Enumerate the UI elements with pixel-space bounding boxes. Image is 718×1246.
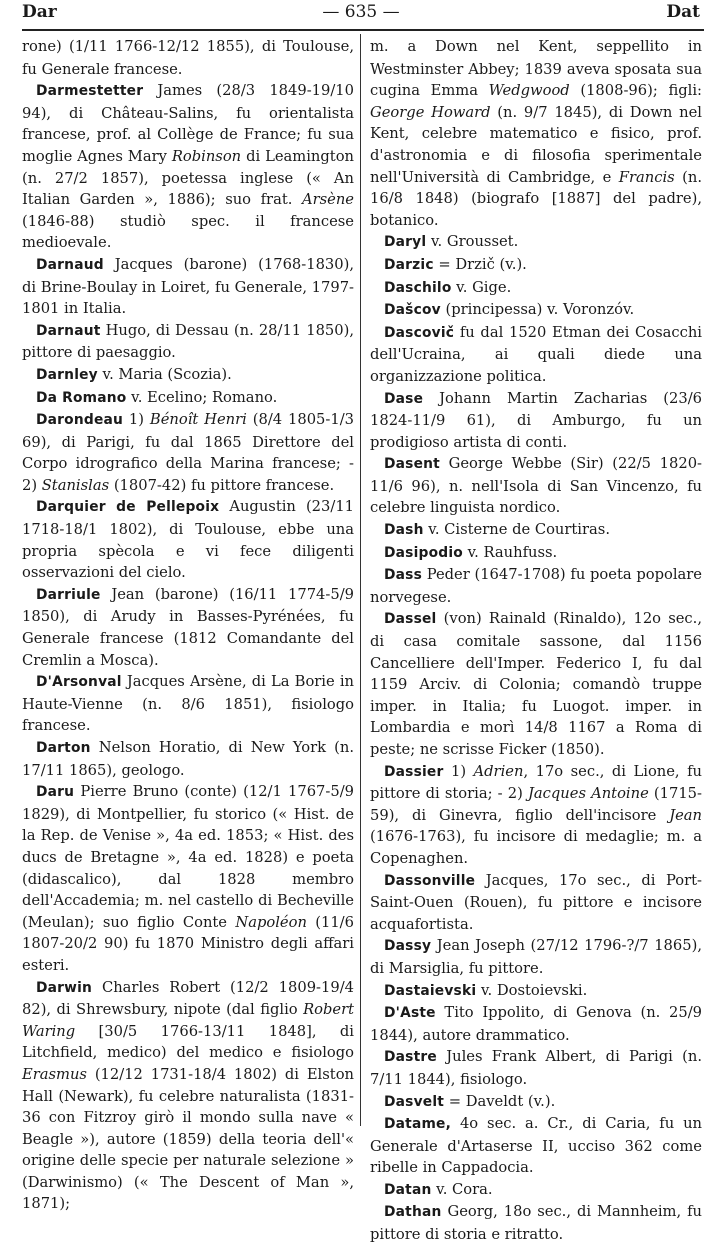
- entry-text: (principessa) v. Voronzóv.: [440, 301, 635, 319]
- dictionary-entry: [370, 608, 702, 760]
- entry-italic-text: Adrien: [473, 762, 524, 780]
- entry-headword: Darondeau: [36, 412, 124, 429]
- dictionary-entry: [22, 781, 354, 976]
- entry-text: Jean (barone) (16/11 1774-5/9 1850), di Arudy in Basses-Pyrénées, fu Generale francese (1812 Comandante del Cremlin a Mosca).: [22, 585, 354, 669]
- entry-text: v. Cisterne de Courtiras.: [423, 521, 610, 539]
- dictionary-entry: [370, 277, 702, 300]
- dictionary-entry: [370, 1179, 702, 1202]
- entry-text: Jacques, 17o sec., di Port-Saint-Ouen (Rouen), fu pittore e incisore acquafortista.: [370, 871, 702, 933]
- entry-headword: Dassier: [384, 763, 444, 780]
- dictionary-entry: [370, 870, 702, 936]
- entry-headword: Dašcov: [384, 302, 441, 319]
- dictionary-entry: [370, 254, 702, 277]
- entry-text: di Leamington (n. 27/2 1857), poetessa inglese (« An Italian Garden », 1886); suo frat.: [22, 147, 354, 209]
- entry-headword: Daru: [36, 784, 75, 801]
- dictionary-entry: [22, 36, 354, 80]
- dictionary-entry: [22, 496, 354, 583]
- entry-text: (11/6 1807-20/2 90) fu 1870 Ministro degli affari esteri.: [22, 913, 354, 974]
- entry-text: Augustin (23/11 1718-18/1 1802), di Toulouse, ebbe una propria spècola e vi fece diligenti osservazioni del cielo.: [22, 498, 355, 582]
- entry-text: Georg, 18o sec., di Mannheim, fu pittore di storia e ritratto.: [370, 1203, 702, 1244]
- entry-italic-text: Erasmus: [22, 1065, 87, 1083]
- right-column: [370, 36, 702, 1246]
- entry-text: [30/5 1766-13/11 1848], di Litchfield, medico) del medico e fisiologo: [22, 1022, 354, 1062]
- entry-text: (1807-42) fu pittore francese.: [109, 476, 335, 494]
- entry-text: Peder (1647-1708) fu poeta popolare norvegese.: [370, 566, 702, 606]
- dictionary-entry: [22, 584, 354, 671]
- entry-text: George Webbe (Sir) (22/5 1820-11/6 96), n. nell'Isola di San Vincenzo, fu celebre linguista nordico.: [370, 455, 702, 517]
- entry-text: (n. 9/7 1845), di Down nel Kent, celebre matematico e fisico, prof. d'astronomia e di filosofia sperimentale nell'Università di Cambridge, e: [370, 103, 702, 186]
- dictionary-entry: [22, 80, 354, 254]
- entry-headword: Daryl: [384, 234, 427, 251]
- entry-italic-text: Jacques Antoine: [528, 785, 649, 803]
- entry-headword: Dassy: [384, 938, 432, 955]
- entry-headword: Dassonville: [384, 872, 476, 889]
- column-divider: [360, 34, 361, 1126]
- entry-headword: D'Aste: [384, 1005, 436, 1022]
- entry-text: rone) (1/11 1766-12/12 1855), di Toulouse, fu Generale francese.: [22, 38, 354, 78]
- entry-text: (12/12 1731-18/4 1802) di Elston Hall (Newark), fu celebre naturalista (1831-36 con Fitzroy girò il mondo sulla nave « Beagle »), autore (1859) della teoria dell'« origine delle specie per naturale selezione » (Darwinismo) (« The Descent of Man », 1871);: [22, 1065, 354, 1213]
- entry-text: fu dal 1520 Etman dei Cosacchi dell'Ucraina, ai quali diede una organizzazione politica.: [370, 323, 702, 385]
- entry-text: (1715-59), di Ginevra, figlio dell'incisore: [370, 785, 702, 824]
- dictionary-entry: [370, 1091, 702, 1114]
- page-number: — 635 —: [322, 2, 400, 22]
- dictionary-entry: [22, 977, 354, 1216]
- entry-text: (1808-96); figli:: [569, 82, 702, 100]
- dictionary-entry: [370, 935, 702, 979]
- entry-italic-text: Francis: [618, 168, 675, 186]
- entry-text: Jean Joseph (27/12 1796-?/7 1865), di Marsiglia, fu pittore.: [370, 937, 702, 977]
- dictionary-entry: [22, 671, 354, 737]
- dictionary-entry: [370, 1046, 702, 1090]
- entry-text: (8/4 1805-1/3 69), di Parigi, fu dal 1865 Direttore del Corpo idrografico della Marina francese; - 2): [22, 411, 355, 494]
- entry-headword: Da Romano: [36, 389, 127, 406]
- entry-text: (n. 16/8 1848) (biografo [1887] del padre), botanico.: [370, 168, 702, 229]
- entry-italic-text: Robert Waring: [22, 1001, 354, 1040]
- entry-italic-text: Stanislas: [41, 476, 110, 494]
- entry-text: v. Maria (Scozia).: [97, 365, 232, 383]
- entry-headword: Dastre: [384, 1049, 437, 1066]
- entry-headword: Darwin: [36, 979, 93, 996]
- entry-headword: Darton: [36, 740, 91, 756]
- entry-italic-text: Jean: [669, 806, 702, 824]
- dictionary-entry: [22, 737, 354, 781]
- entry-text: 1): [443, 762, 474, 780]
- entry-headword: Datame,: [384, 1116, 452, 1133]
- entry-headword: Darquier de Pellepoix: [36, 499, 220, 516]
- entry-headword: Darmestetter: [36, 83, 144, 100]
- dictionary-entry: [370, 761, 702, 870]
- dictionary-entry: [370, 1002, 702, 1046]
- entry-headword: Darnaut: [36, 322, 101, 339]
- dictionary-entry: [370, 980, 702, 1003]
- dictionary-entry: [22, 254, 354, 320]
- entry-text: Nelson Horatio, di New York (n. 17/11 1865), geologo.: [22, 739, 354, 779]
- entry-headword: Dasvelt: [384, 1093, 445, 1110]
- entry-text: Johann Martin Zacharias (23/6 1824-11/9 61), di Amburgo, fu un prodigioso artista di conti.: [370, 389, 702, 451]
- dictionary-entry: [22, 409, 354, 496]
- dictionary-entry: [370, 519, 702, 542]
- entry-headword: Darriule: [36, 586, 101, 603]
- entry-text: = Daveldt (v.).: [444, 1092, 556, 1110]
- entry-headword: Darnaud: [36, 256, 104, 273]
- dictionary-entry: [370, 231, 702, 254]
- running-head-right: Dat: [666, 2, 700, 22]
- dictionary-entry: [370, 299, 702, 322]
- entry-headword: Dathan: [384, 1204, 442, 1221]
- dictionary-entry: [370, 1113, 702, 1179]
- entry-text: 1): [123, 411, 150, 429]
- entry-text: James (28/3 1849-19/10 94), di Château-Salins, fu orientalista francese, prof. al Collège de France; fu sua moglie Agnes Mary: [22, 82, 354, 165]
- dictionary-entry: [370, 388, 702, 454]
- entry-text: = Drzič (v.).: [433, 255, 527, 273]
- entry-headword: D'Arsonval: [36, 674, 122, 691]
- entry-headword: Dasipodio: [384, 544, 463, 561]
- left-column: [22, 36, 354, 1215]
- entry-text: Pierre Bruno (conte) (12/1 1767-5/9 1829), di Montpellier, fu storico (« Hist. de la Rep. de Venise », 4a ed. 1853; « Hist. des ducs de Bretagne », 4a ed. 1828) e poeta (didascalico), dal 1828 membro dell'Accademia; m. nel castello di Becheville (Meulan); suo figlio Conte: [22, 783, 354, 931]
- entry-italic-text: Bénoît Henri: [149, 411, 247, 429]
- entry-headword: Dass: [384, 567, 422, 584]
- entry-italic-text: George Howard: [370, 103, 491, 121]
- entry-text: v. Gige.: [451, 278, 512, 296]
- header-rule: [22, 29, 704, 31]
- dictionary-entry: [22, 320, 354, 364]
- running-head-left: Dar: [22, 2, 57, 22]
- dictionary-entry: [370, 453, 702, 519]
- entry-headword: Dash: [384, 522, 424, 539]
- entry-italic-text: Wedgwood: [488, 82, 570, 100]
- entry-italic-text: Arsène: [301, 191, 354, 209]
- entry-headword: Datan: [384, 1181, 432, 1198]
- dictionary-entry: [370, 542, 702, 565]
- entry-italic-text: Robinson: [171, 147, 242, 165]
- entry-text: v. Dostoievski.: [476, 981, 588, 999]
- entry-text: Tito Ippolito, di Genova (n. 25/9 1844), autore drammatico.: [370, 1004, 702, 1044]
- entry-text: v. Cora.: [431, 1180, 493, 1198]
- entry-text: v. Grousset.: [426, 233, 519, 251]
- entry-headword: Dastaievski: [384, 982, 477, 999]
- entry-text: Jules Frank Albert, di Parigi (n. 7/11 1844), fisiologo.: [370, 1048, 702, 1088]
- entry-text: Charles Robert (12/2 1809-19/4 82), di Shrewsbury, nipote (dal figlio: [22, 978, 354, 1019]
- entry-text: Jacques (barone) (1768-1830), di Brine-Boulay in Loiret, fu Generale, 1797-1801 in Italia.: [22, 255, 354, 318]
- entry-text: , 17o sec., di Lione, fu pittore di storia; - 2): [370, 762, 702, 803]
- running-head: [22, 2, 700, 28]
- entry-headword: Dasent: [384, 456, 440, 473]
- entry-text: v. Rauhfuss.: [462, 543, 558, 561]
- entry-headword: Daschilo: [384, 279, 452, 296]
- dictionary-entry: [370, 1201, 702, 1245]
- entry-text: (1846-88) studiò spec. il francese medioevale.: [22, 212, 354, 252]
- entry-text: Jacques Arsène, di La Borie in Haute-Vienne (n. 8/6 1851), fisiologo francese.: [22, 673, 354, 735]
- dictionary-entry: [22, 387, 354, 410]
- entry-text: m. a Down nel Kent, seppellito in Westminster Abbey; 1839 aveva sposata sua cugina Emma: [370, 38, 702, 100]
- entry-text: v. Ecelino; Romano.: [126, 388, 278, 406]
- entry-headword: Dascovič: [384, 324, 455, 341]
- entry-text: 4o sec. a. Cr., di Caria, fu un Generale d'Artaserse II, ucciso 362 come ribelle in Cappadocia.: [370, 1115, 702, 1177]
- entry-headword: Dassel: [384, 611, 437, 628]
- dictionary-entry: [370, 564, 702, 608]
- entry-text: (1676-1763), fu incisore di medaglie; m. a Copenaghen.: [370, 828, 702, 867]
- dictionary-entry: [22, 364, 354, 387]
- entry-headword: Darzic: [384, 256, 434, 273]
- dictionary-entry: [370, 36, 702, 231]
- entry-headword: Dase: [384, 390, 424, 407]
- entry-headword: Darnley: [36, 366, 98, 383]
- dictionary-entry: [370, 322, 702, 388]
- entry-text: (von) Rainald (Rinaldo), 12o sec., di casa comitale sassone, dal 1156 Cancelliere dell'Imper. Federico I, fu dal 1159 Arciv. di Colonia; comandò truppe imper. in Italia; fu Luogot. imper. in Lombardia e morì 14/8 1167 a Roma di peste; ne scrisse Ficker (1850).: [370, 610, 702, 758]
- entry-italic-text: Napoléon: [235, 913, 307, 931]
- entry-text: Hugo, di Dessau (n. 28/11 1850), pittore di paesaggio.: [22, 321, 354, 362]
